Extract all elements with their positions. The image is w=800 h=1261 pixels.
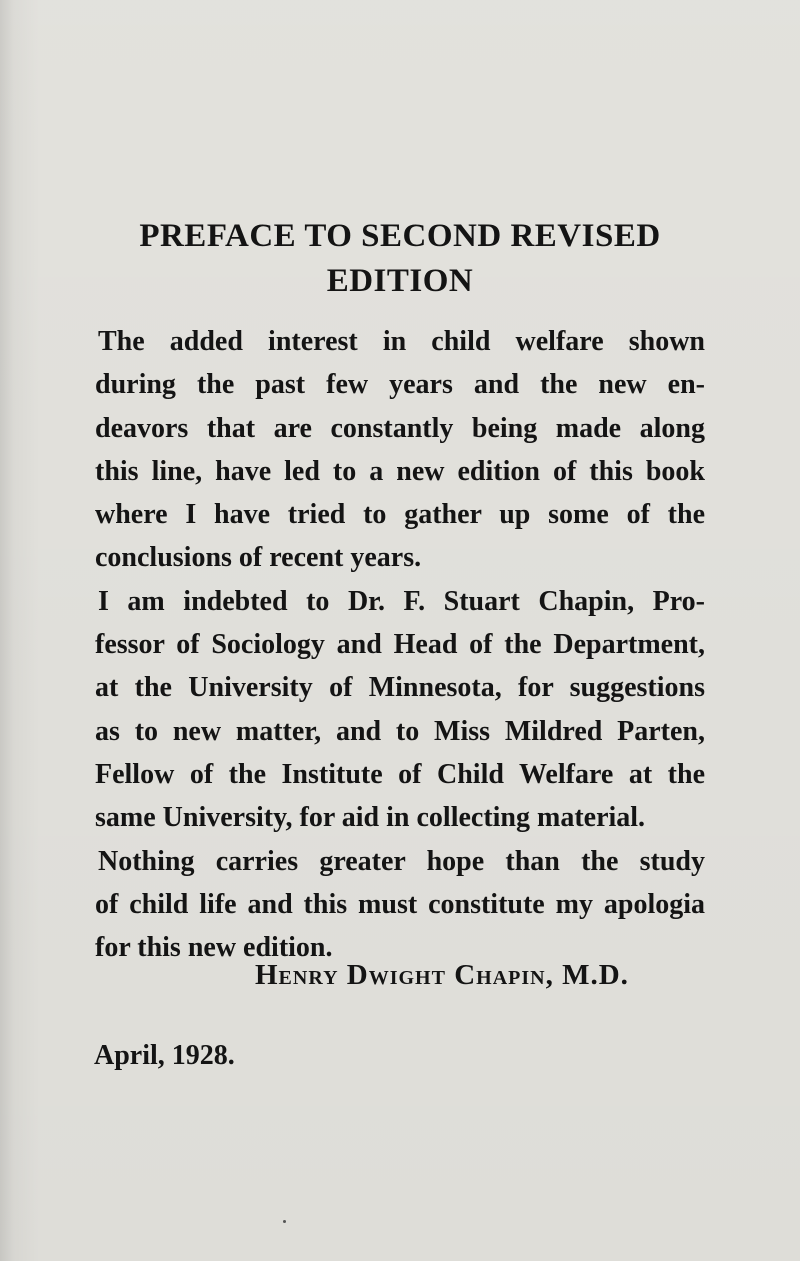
text-line: deavors that are constantly being made along bbox=[95, 412, 705, 444]
text-line: Fellow of the Institute of Child Welfare at the bbox=[95, 758, 705, 790]
text-line: Nothing carries greater hope than the study bbox=[98, 845, 705, 877]
text-line: for this new edition. bbox=[95, 932, 333, 964]
title-line-1: PREFACE TO SECOND REVISED bbox=[139, 218, 661, 254]
preface-date: April, 1928. bbox=[94, 1040, 235, 1071]
page-title bbox=[60, 214, 740, 304]
text-line: The added interest in child welfare shown bbox=[98, 326, 705, 357]
text-line: I am indebted to Dr. F. Stuart Chapin, Pro- bbox=[98, 585, 705, 617]
text-line: conclusions of recent years. bbox=[95, 542, 422, 574]
text-line: this line, have led to a new edition of this book bbox=[95, 455, 705, 487]
preface-body bbox=[95, 320, 705, 969]
text-line: during the past few years and the new en- bbox=[95, 369, 705, 401]
text-line: of child life and this must constitute my apologia bbox=[95, 888, 705, 920]
text-line: as to new matter, and to Miss Mildred Parten, bbox=[95, 715, 705, 747]
text-line: at the University of Minnesota, for suggestions bbox=[95, 672, 705, 704]
author-signature: Henry Dwight Chapin, M.D. bbox=[255, 959, 629, 991]
text-line: fessor of Sociology and Head of the Department, bbox=[95, 629, 705, 661]
title-line-2: EDITION bbox=[326, 263, 474, 299]
text-line: same University, for aid in collecting material. bbox=[95, 802, 646, 834]
paragraph-3 bbox=[95, 840, 705, 970]
text-line: where I have tried to gather up some of the bbox=[95, 499, 705, 531]
paragraph-1 bbox=[95, 320, 705, 580]
paragraph-2 bbox=[95, 580, 705, 840]
paper-speck bbox=[283, 1220, 286, 1223]
